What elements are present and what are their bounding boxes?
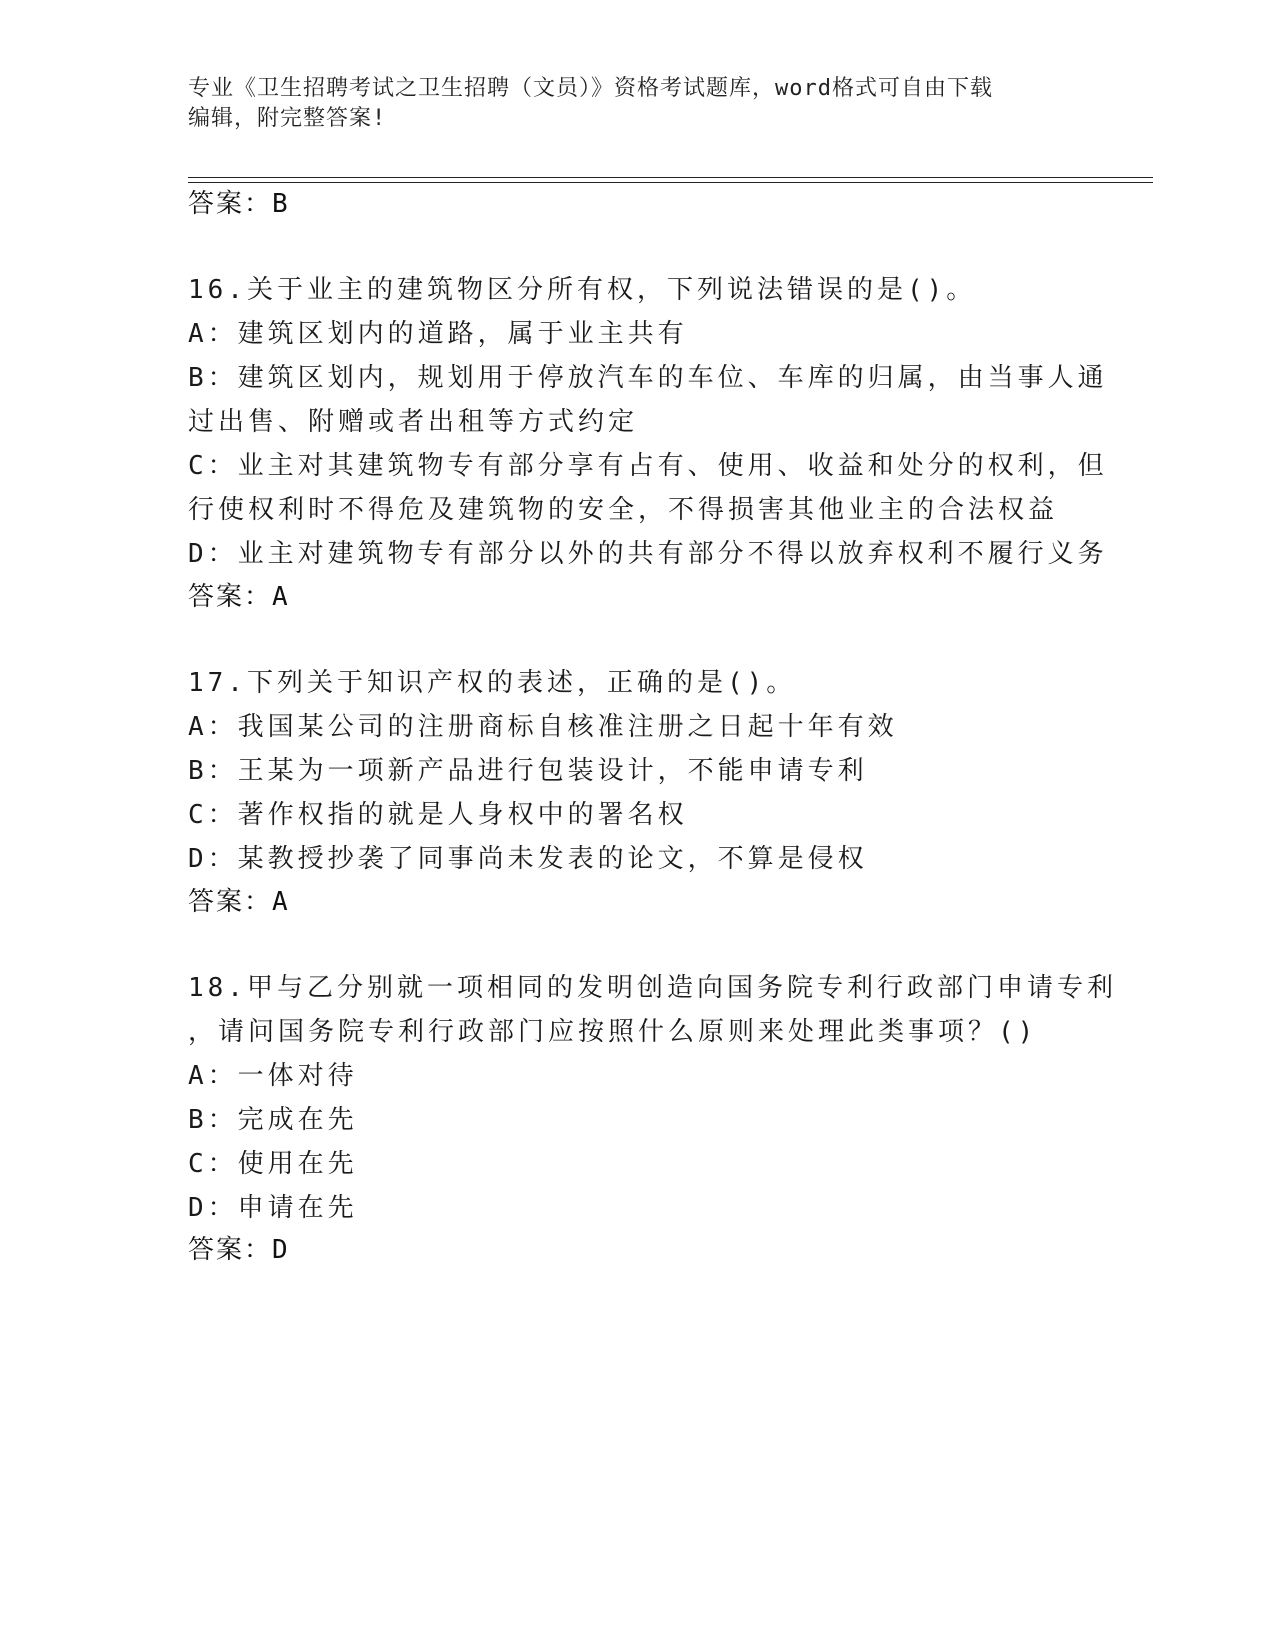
- header-rule-top: [188, 177, 1153, 178]
- question-18-option-a: A：一体对待: [188, 1061, 358, 1091]
- answer-value: A: [272, 887, 288, 917]
- question-18-option-d: D：申请在先: [188, 1193, 358, 1223]
- document-header: [188, 74, 1088, 134]
- question-17-option-c: C：著作权指的就是人身权中的署名权: [188, 800, 688, 830]
- question-16-option-b-cont: 过出售、附赠或者出租等方式约定: [188, 407, 639, 437]
- answer-value: A: [272, 582, 288, 612]
- question-16-option-c-cont: 行使权利时不得危及建筑物的安全，不得损害其他业主的合法权益: [188, 495, 1059, 525]
- question-16-option-b: B：建筑区划内，规划用于停放汽车的车位、车库的归属，由当事人通: [188, 363, 1108, 393]
- question-17-option-d: D：某教授抄袭了同事尚未发表的论文，不算是侵权: [188, 844, 868, 874]
- question-18-stem: 18.甲与乙分别就一项相同的发明创造向国务院专利行政部门申请专利: [188, 973, 1117, 1003]
- header-rule-bottom: [188, 182, 1153, 183]
- question-16-option-d: D：业主对建筑物专有部分以外的共有部分不得以放弃权利不履行义务: [188, 539, 1108, 569]
- question-16-stem: 16.关于业主的建筑物区分所有权，下列说法错误的是()。: [188, 275, 977, 305]
- question-16-option-c: C：业主对其建筑物专有部分享有占有、使用、收益和处分的权利，但: [188, 451, 1108, 481]
- header-line-2: 编辑，附完整答案!: [188, 106, 387, 131]
- question-18-answer: [188, 1234, 288, 1266]
- answer-value: B: [272, 189, 288, 219]
- answer-label: 答案：: [188, 582, 273, 612]
- question-18-option-c: C：使用在先: [188, 1149, 358, 1179]
- answer-label: 答案：: [188, 1235, 273, 1265]
- answer-label: 答案：: [188, 887, 273, 917]
- question-18-stem-cont: ，请问国务院专利行政部门应按照什么原则来处理此类事项？(): [188, 1017, 1038, 1047]
- question-17-stem: 17.下列关于知识产权的表述，正确的是()。: [188, 668, 797, 698]
- question-17-option-a: A：我国某公司的注册商标自核准注册之日起十年有效: [188, 712, 898, 742]
- answer-value: D: [272, 1235, 288, 1265]
- header-line-1: 专业《卫生招聘考试之卫生招聘（文员）》资格考试题库，word格式可自由下载: [188, 76, 993, 101]
- question-17-option-b: B：王某为一项新产品进行包装设计，不能申请专利: [188, 756, 868, 786]
- question-16-answer: [188, 581, 288, 613]
- question-16-option-a: A：建筑区划内的道路，属于业主共有: [188, 319, 688, 349]
- previous-answer: [188, 188, 288, 220]
- answer-label: 答案：: [188, 189, 273, 219]
- question-18-option-b: B：完成在先: [188, 1105, 358, 1135]
- question-17-answer: [188, 886, 288, 918]
